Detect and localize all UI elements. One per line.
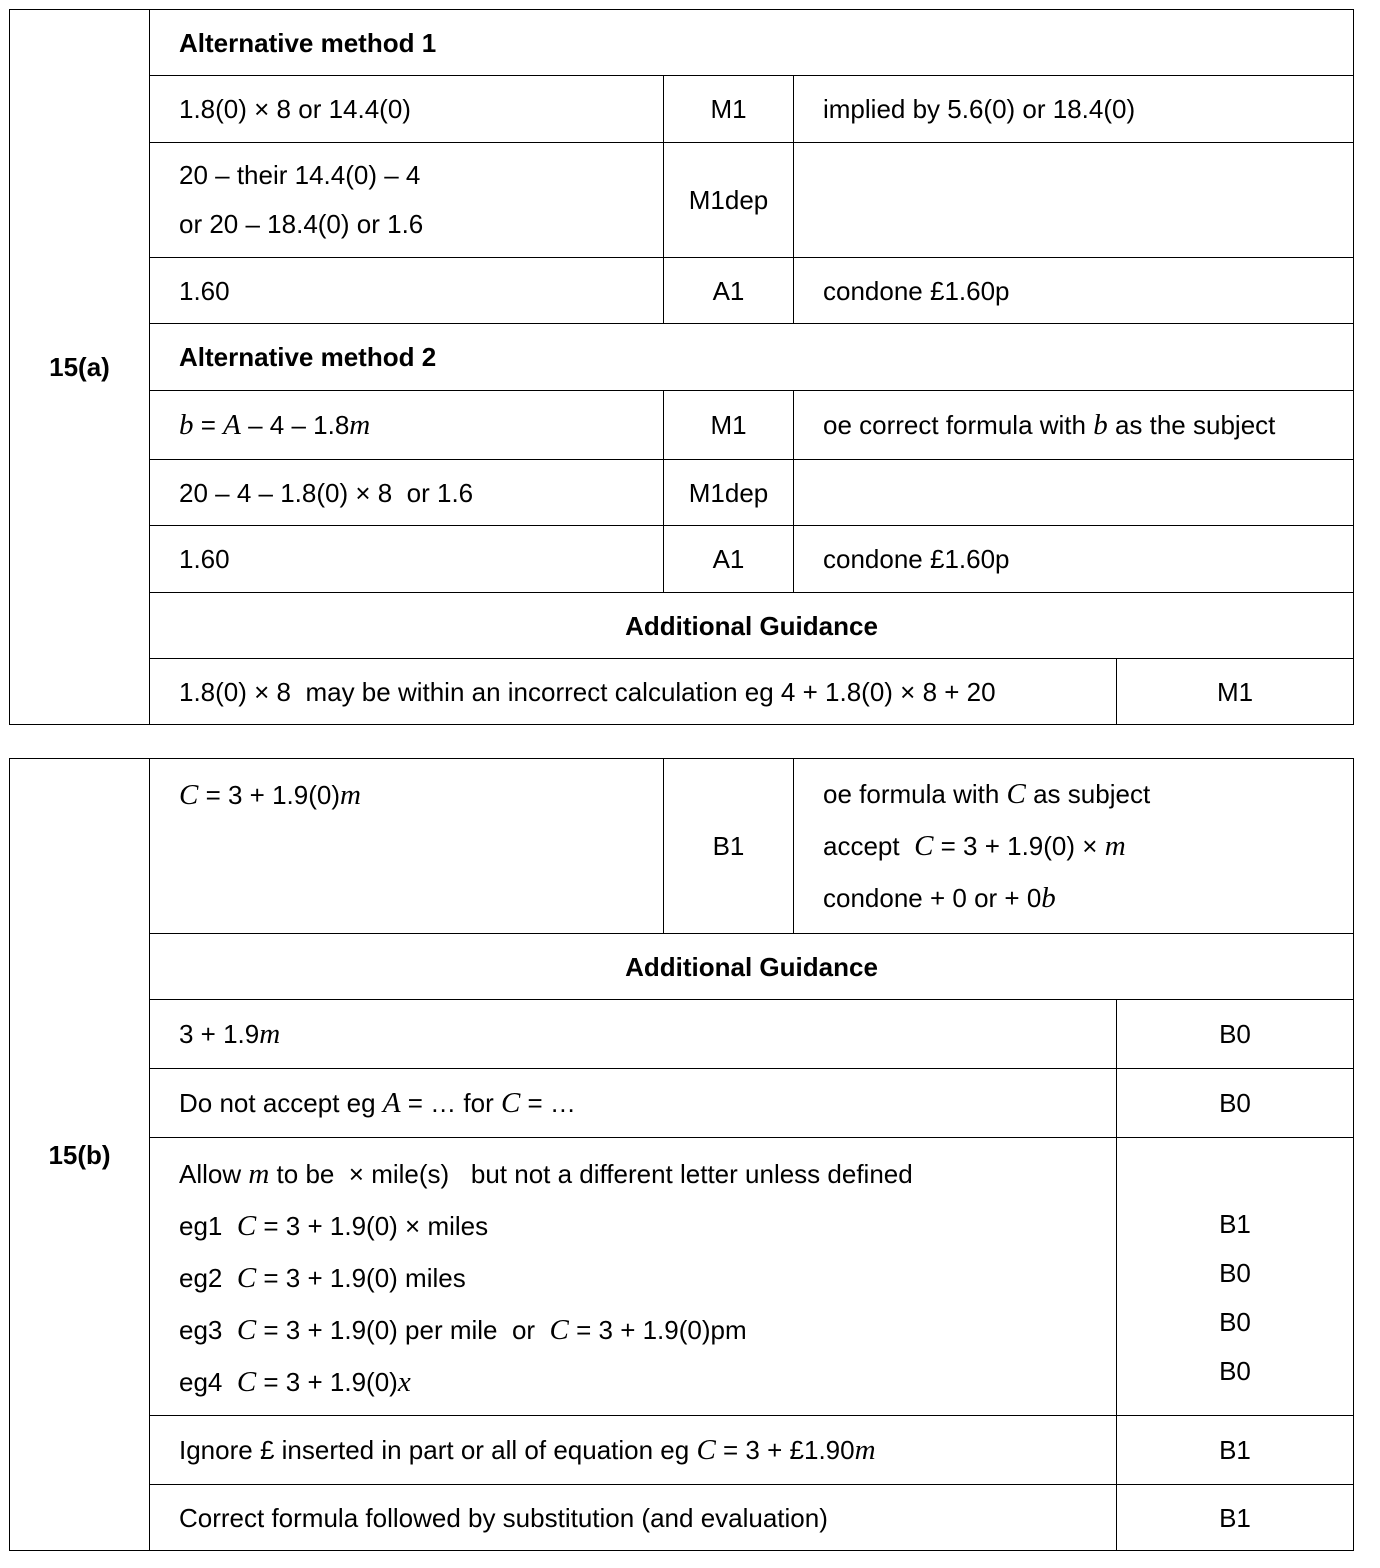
guidance-text: Correct formula followed by substitution (and evaluation) <box>150 1485 1117 1551</box>
guidance-text: 3 + 1.9m <box>150 1000 1117 1069</box>
guidance-heading: Additional Guidance <box>150 934 1354 1000</box>
table-row <box>10 1000 1354 1069</box>
table-row <box>10 759 1354 934</box>
table-row <box>10 258 1354 324</box>
method-heading: Alternative method 1 <box>150 10 1354 76</box>
guidance-mark: B1 B0 B0 B0 <box>1117 1138 1354 1416</box>
table-row <box>10 460 1354 526</box>
working-line: 20 – their 14.4(0) – 4 <box>179 160 421 190</box>
working-cell: 1.60 <box>150 526 664 593</box>
guidance-text: Allow m to be × mile(s) but not a different letter unless defined eg1 C = 3 + 1.9(0) × miles eg2 C = 3 + 1.9(0) miles eg3 C = 3 + 1.9(0) per mile or C = 3 + 1.9(0)pm eg4 C = 3 + 1.9(0)x <box>150 1138 1117 1416</box>
guidance-mark: B0 <box>1117 1069 1354 1138</box>
comment-cell: condone £1.60p <box>794 526 1354 593</box>
mark-cell: A1 <box>664 526 794 593</box>
working-cell: 1.60 <box>150 258 664 324</box>
guidance-text: Ignore £ inserted in part or all of equation eg C = 3 + £1.90m <box>150 1416 1117 1485</box>
mark-scheme-table-15a <box>9 9 1354 725</box>
comment-cell <box>794 143 1354 258</box>
table-row <box>10 391 1354 460</box>
guidance-mark: B1 <box>1117 1485 1354 1551</box>
guidance-mark: B0 <box>1117 1000 1354 1069</box>
table-row <box>10 1485 1354 1551</box>
working-cell: 1.8(0) × 8 or 14.4(0) <box>150 76 664 143</box>
table-row <box>10 76 1354 143</box>
comment-cell: implied by 5.6(0) or 18.4(0) <box>794 76 1354 143</box>
question-number: 15(b) <box>10 759 150 1551</box>
guidance-heading: Additional Guidance <box>150 593 1354 659</box>
working-line: or 20 – 18.4(0) or 1.6 <box>179 209 424 239</box>
mark-cell: M1dep <box>664 460 794 526</box>
table-row <box>10 1069 1354 1138</box>
guidance-text: 1.8(0) × 8 may be within an incorrect calculation eg 4 + 1.8(0) × 8 + 20 <box>150 659 1117 725</box>
question-number: 15(a) <box>10 10 150 725</box>
working-cell: b = A – 4 – 1.8m <box>150 391 664 460</box>
table-row <box>10 143 1354 258</box>
mark-cell: M1 <box>664 76 794 143</box>
table-row <box>10 1416 1354 1485</box>
guidance-mark: B1 <box>1117 1416 1354 1485</box>
comment-cell: oe correct formula with b as the subject <box>794 391 1354 460</box>
table-row <box>10 526 1354 593</box>
mark-cell: M1dep <box>664 143 794 258</box>
table-row <box>10 659 1354 725</box>
working-cell: 20 – 4 – 1.8(0) × 8 or 1.6 <box>150 460 664 526</box>
mark-cell: A1 <box>664 258 794 324</box>
comment-cell: condone £1.60p <box>794 258 1354 324</box>
mark-scheme-table-15b <box>9 758 1354 1551</box>
mark-cell: B1 <box>664 759 794 934</box>
table-row <box>10 1138 1354 1416</box>
comment-cell <box>794 460 1354 526</box>
working-cell <box>150 143 664 258</box>
comment-cell: oe formula with C as subject accept C = 3 + 1.9(0) × m condone + 0 or + 0b <box>794 759 1354 934</box>
guidance-text: Do not accept eg A = … for C = … <box>150 1069 1117 1138</box>
guidance-mark: M1 <box>1117 659 1354 725</box>
method-heading: Alternative method 2 <box>150 324 1354 391</box>
working-cell: C = 3 + 1.9(0)m <box>150 759 664 934</box>
mark-cell: M1 <box>664 391 794 460</box>
